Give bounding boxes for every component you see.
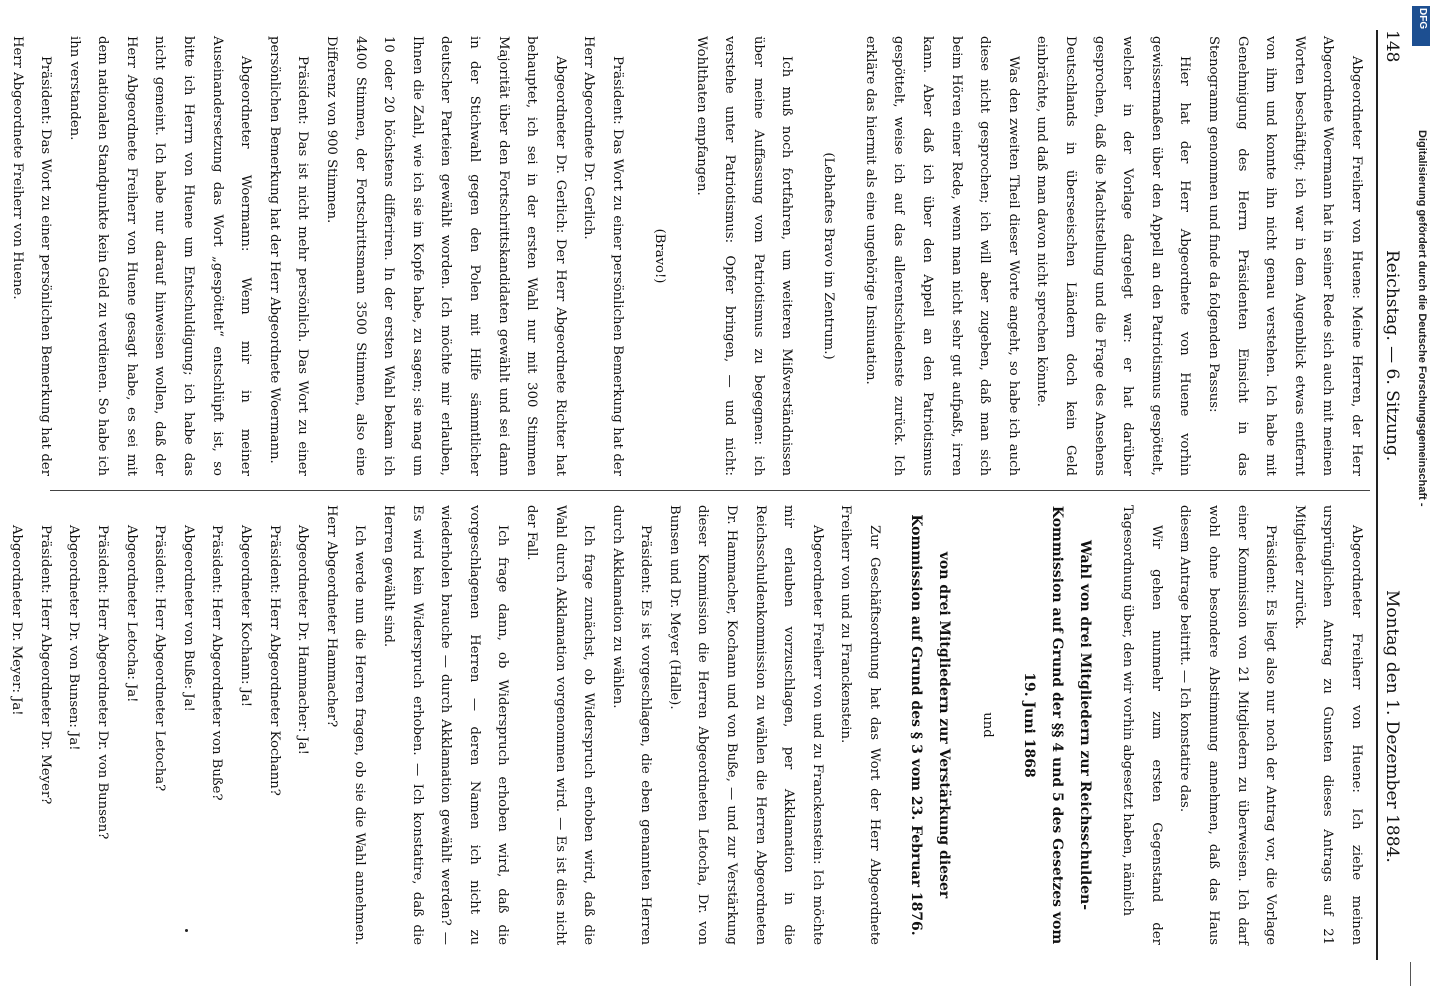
credit-text: Digitalisierung gefördert durch die Deutsche Forschungsgemeinschaft - bbox=[1416, 130, 1428, 507]
page-number: 148 bbox=[1382, 30, 1402, 63]
paragraph: Abgeordneter Dr. von Bunsen: Ja! bbox=[66, 525, 82, 751]
paragraph: Präsident: Das ist nicht mehr persönlich. Das Wort zu einer persönlichen Bemerkung hat der Herr Abgeordnete Woermann. bbox=[266, 36, 311, 476]
dfg-logo: DFG bbox=[1412, 6, 1430, 46]
paragraph: Präsident: Herr Abgeordneter Dr. von Bunsen? bbox=[95, 525, 111, 840]
page-header bbox=[1376, 30, 1404, 960]
paragraph: Präsident: Es ist vorgeschlagen, die eben genannten Herren durch Akklamation zu wählen. bbox=[609, 505, 654, 945]
paragraph bbox=[0, 505, 2, 945]
paragraph: Abgeordneter Letocha: Ja! bbox=[123, 525, 139, 703]
speck-mark bbox=[185, 929, 188, 932]
session-date: Montag den 1. Dezember 1884. bbox=[1382, 590, 1402, 863]
paragraph bbox=[0, 36, 2, 476]
paragraph: Abgeordneter von Buße: Ja! bbox=[180, 525, 196, 712]
paragraph: Präsident: Herr Abgeordneter Letocha? bbox=[152, 525, 168, 792]
digitization-credit bbox=[1414, 130, 1430, 950]
paragraph: Präsident: Herr Abgeordneter von Buße? bbox=[209, 525, 225, 801]
paragraph: Präsident: Herr Abgeordneter Dr. Meyer? bbox=[37, 525, 53, 805]
paragraph: Präsident: Es liegt also nur noch der Antrag vor, die Vorlage einer Kommission von 21 Mitgliedern zu überweisen. Ich darf wohl ohne besondere Abstimmung annehmen, daß das Haus diesem Antrage beitritt. — Ich konstatire das. bbox=[1177, 505, 1279, 945]
paragraph: Präsident: Herr Abgeordneter Kochann? bbox=[266, 525, 282, 796]
text-column-right bbox=[9, 505, 1370, 945]
paragraph: Hier hat der Herr Abgeordnete von Huene vorhin gewissermaßen über den Appell an den Patriotismus gespöttelt, welcher in der Vorlage dargelegt war: er hat darüber gesprochen, daß die Machtstellung und die Frage des Ansehens Deutschlands in überseeischen Ländern doch kein Geld einbrächte, und daß man davon nicht sprechen könnte. bbox=[1034, 36, 1193, 476]
text-column-left bbox=[9, 36, 1370, 476]
paragraph: (Lebhaftes Bravo im Zentrum.) bbox=[821, 152, 837, 360]
paragraph: Ich frage dann, ob Widerspruch erhoben wird, daß die vorgeschlagenen Herren — deren Namen ich nicht zu wiederholen brauche — durch Akklamation gewählt werden? — Es wird kein Widerspruch erhoben. — Ich konstatire, daß die Herren gewählt sind. bbox=[380, 505, 511, 945]
paragraph: Abgeordneter Kochann: Ja! bbox=[238, 525, 253, 708]
paragraph: Abgeordneter Dr. Gerlich: Der Herr Abgeordnete Richter hat behauptet, ich sei in der ersten Wahl nur mit 300 Stimmen Majorität über den Fortschrittskandidaten gewählt und sei dann in der Stichwahl gegen den Polen mit Hilfe sämmtlicher deutscher Parteien gewählt worden. Ich möchte mir erlauben, Ihnen die Zahl, wie ich sie im Kopfe habe, zu sagen; sie mag um 10 oder 20 höchstens differiren. In der ersten Wahl bekam ich 4400 Stimmen, der Fortschrittsmann 3500 Stimmen, also eine Differenz von 900 Stimmen. bbox=[324, 36, 568, 476]
paragraph: Abgeordneter Dr. Meyer: Ja! bbox=[9, 525, 25, 716]
paragraph: und bbox=[979, 712, 995, 738]
paragraph: Präsident: Das Wort zu einer persönlichen Bemerkung hat der Herr Abgeordnete Freiherr von Huene. bbox=[9, 36, 54, 476]
agenda-heading: von drei Mitgliedern zur Verstärkung dieser Kommission auf Grund des § 3 vom 23. Februar 1876. bbox=[908, 514, 953, 936]
paragraph: Ich frage zunächst, ob Widerspruch erhoben wird, daß die Wahl durch Akklamation vorgenommen wird. — Es ist dies nicht der Fall. bbox=[523, 505, 597, 945]
agenda-heading: Wahl von drei Mitgliedern zur Reichsschulden-Kommission auf Grund der §§ 4 und 5 des Gesetzes vom 19. Juni 1868 bbox=[1020, 505, 1093, 945]
paragraph: Was den zweiten Theil dieser Worte angeht, so habe ich auch diese nicht gesprochen; ich will aber zugeben, daß man sich beim Hören einer Rede, wenn man nicht sehr gut aufpaßt, irren kann. Aber daß ich über den Appell an den Patriotismus gespöttelt, weise ich auf das allerentschiedenste zurück. Ich erkläre das hiermit als eine ungehörige Insinuation. bbox=[862, 36, 1021, 476]
paragraph: Ich werde nun die Herren fragen, ob sie die Wahl annehmen. Herr Abgeordneter Hammacher? bbox=[323, 505, 368, 945]
session-title: Reichstag. — 6. Sitzung. bbox=[1382, 250, 1402, 462]
column-divider bbox=[50, 490, 1370, 491]
paragraph: Ich muß noch fortfahren, um weiteren Mißverständnissen über meine Auffassung vom Patriotismus zu begegnen: ich verstehe unter Patriotismus: Opfer bringen, — und nicht: Wohlthaten empfangen. bbox=[693, 36, 795, 476]
paragraph: Abgeordneter Freiherr von und zu Franckenstein: Ich möchte mir erlauben vorzuschlagen, per Akklamation in die Reichsschuldenkommission zu wählen die Herren Abgeordneten Dr. Hammacher, Kochann und von Buße, — und zur Verstärkung dieser Kommission die Herren Abgeordneten Letocha, Dr. von Bunsen und Dr. Meyer (Halle). bbox=[666, 505, 825, 945]
crop-mark bbox=[1410, 962, 1411, 986]
paragraph: Abgeordneter Freiherr von Huene: Ich ziehe meinen ursprünglichen Antrag zu Gunsten dieses Antrags auf 21 Mitglieder zurück. bbox=[1291, 505, 1364, 945]
paragraph: Präsident: Das Wort zu einer persönlichen Bemerkung hat der Herr Abgeordnete Dr. Gerlich. bbox=[581, 36, 625, 476]
paragraph: (Bravo!) bbox=[651, 228, 667, 284]
paragraph: Zur Geschäftsordnung hat das Wort der Herr Abgeordnete Freiherr von und zu Franckenstein. bbox=[838, 505, 883, 945]
paragraph: Abgeordneter Woermann: Wenn mir in meiner Auseinandersetzung das Wort „gespöttelt“ entschlüpft ist, so bitte ich Herrn von Huene um Entschuldigung; ich habe das nicht gemeint. Ich habe nur darauf hinweisen wollen, daß der Herr Abgeordnete Freiherr von Huene gesagt habe, es sei mit dem nationalen Standpunkte kein Geld zu verdienen. So habe ich ihn verstanden. bbox=[66, 36, 254, 476]
paragraph: Abgeordneter Freiherr von Huene: Meine Herren, der Herr Abgeordnete Woermann hat in seiner Rede sich auch mit meinen Worten beschäftigt; ich war in dem Augenblick etwas entfernt von ihm und konnte ihn nicht genau verstehen. Ich habe mit Genehmigung des Herrn Präsidenten Einsicht in das Stenogramm genommen und finde da folgenden Passus: bbox=[1206, 36, 1364, 476]
paragraph: Wir gehen nunmehr zum ersten Gegenstand der Tagesordnung über, den wir vorhin abgesetzt haben, nämlich bbox=[1120, 505, 1164, 945]
paragraph: Abgeordneter Dr. Hammacher: Ja! bbox=[295, 525, 311, 755]
